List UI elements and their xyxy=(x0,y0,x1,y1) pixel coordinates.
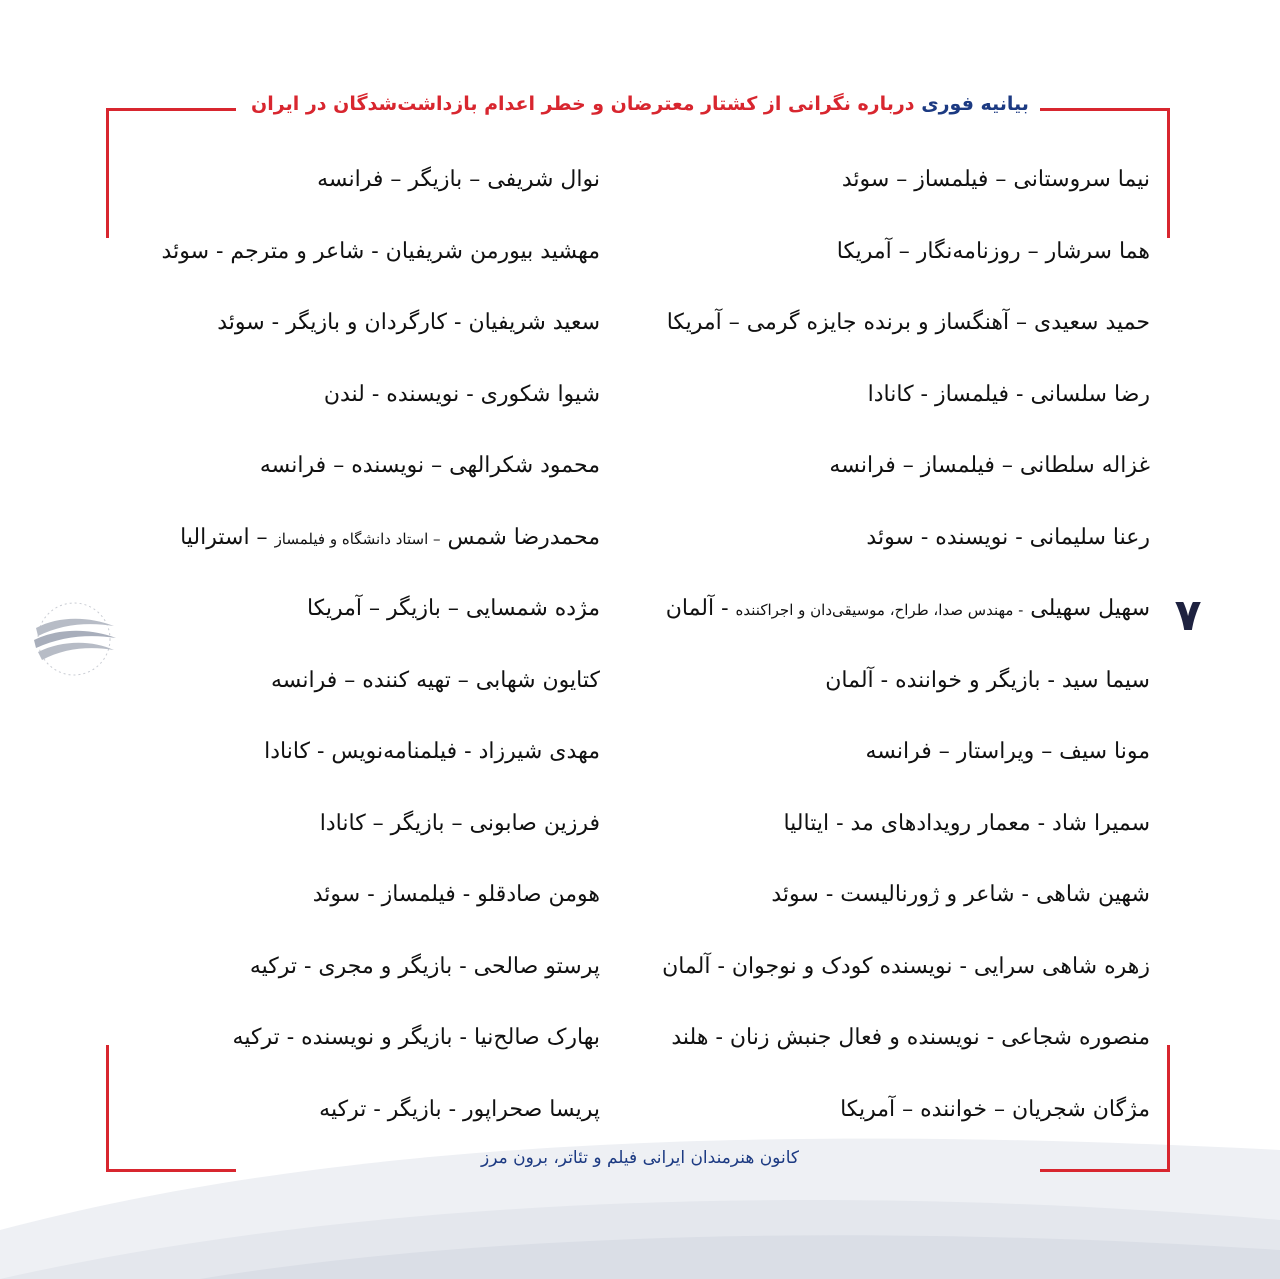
signatory-row: مژگان شجریان – خواننده – آمریکا xyxy=(840,1096,1150,1122)
signatory-row: بهارک صالح‌نیا - بازیگر و نویسنده - ترکیه xyxy=(232,1025,600,1050)
signatory-row: مهدی شیرزاد - فیلمنامه‌نویس - کانادا xyxy=(264,739,600,764)
frame-bottom-right xyxy=(1040,1169,1170,1172)
signatory-row: پریسا صحراپور - بازیگر - ترکیه xyxy=(319,1096,600,1122)
signatory-row: هومن صادقلو - فیلمساز - سوئد xyxy=(312,882,600,907)
signatory-row: رعنا سلیمانی - نویسنده - سوئد xyxy=(866,524,1150,550)
signatory-row: مونا سیف – ویراستار – فرانسه xyxy=(865,739,1150,764)
association-logo xyxy=(28,598,120,680)
signatory-row: شیوا شکوری - نویسنده - لندن xyxy=(323,381,600,407)
signatory-row: فرزین صابونی – بازیگر – کانادا xyxy=(319,810,600,836)
frame-top-left xyxy=(106,108,236,111)
signatory-row: سیما سید - بازیگر و خواننده - آلمان xyxy=(825,667,1150,693)
signatory-row: حمید سعیدی – آهنگساز و برنده جایزه گرمی – آمریکا xyxy=(666,310,1150,335)
signatory-row: نیما سروستانی – فیلمساز – سوئد xyxy=(841,167,1150,192)
frame-bottom-left xyxy=(106,1169,236,1172)
signatories-right-column xyxy=(630,144,1150,1145)
signatory-row: سهیل سهیلی - مهندس صدا، طراح، موسیقی‌دان و اجراکننده - آلمان xyxy=(665,596,1150,621)
signatory-row: محمود شکرالهی – نویسنده – فرانسه xyxy=(259,453,600,478)
signatory-row: کتایون شهابی – تهیه کننده – فرانسه xyxy=(271,667,600,693)
frame-right-bottom xyxy=(1167,1045,1170,1172)
signatory-row: غزاله سلطانی – فیلمساز – فرانسه xyxy=(829,453,1150,478)
signatories-left-column xyxy=(100,144,600,1145)
signatory-row: مژده شمسایی – بازیگر – آمریکا xyxy=(306,596,600,621)
page-heading xyxy=(240,88,1040,120)
heading-subject: درباره نگرانی از کشتار معترضان و خطر اعدام بازداشت‌شدگان در ایران xyxy=(251,93,915,115)
page-number: ۷ xyxy=(1174,590,1202,641)
signatory-row: پرستو صالحی - بازیگر و مجری - ترکیه xyxy=(249,953,600,979)
organization-footer: کانون هنرمندان ایرانی فیلم و تئاتر، برون مرز xyxy=(481,1148,799,1168)
frame-top-right xyxy=(1040,108,1170,111)
frame-right-top xyxy=(1167,108,1170,238)
signatory-row: رضا سلسانی - فیلمساز - کانادا xyxy=(867,381,1150,407)
heading-label: بیانیه فوری xyxy=(921,93,1029,115)
signatory-row: سعید شریفیان - کارگردان و بازیگر - سوئد xyxy=(217,310,600,335)
signatory-row: هما سرشار – روزنامه‌نگار – آمریکا xyxy=(836,238,1150,264)
signatory-row: شهین شاهی - شاعر و ژورنالیست - سوئد xyxy=(771,882,1150,907)
signatory-row: مهشید بیورمن شریفیان - شاعر و مترجم - سوئد xyxy=(161,238,600,264)
signatory-row: محمدرضا شمس – استاد دانشگاه و فیلمساز – استرالیا xyxy=(180,524,600,550)
signatory-row: نوال شریفی – بازیگر – فرانسه xyxy=(317,167,600,192)
signatory-row: منصوره شجاعی - نویسنده و فعال جنبش زنان - هلند xyxy=(671,1025,1150,1050)
signatory-row: سمیرا شاد - معمار رویدادهای مد - ایتالیا xyxy=(783,810,1150,836)
signatory-row: زهره شاهی سرایی - نویسنده کودک و نوجوان - آلمان xyxy=(662,953,1150,979)
